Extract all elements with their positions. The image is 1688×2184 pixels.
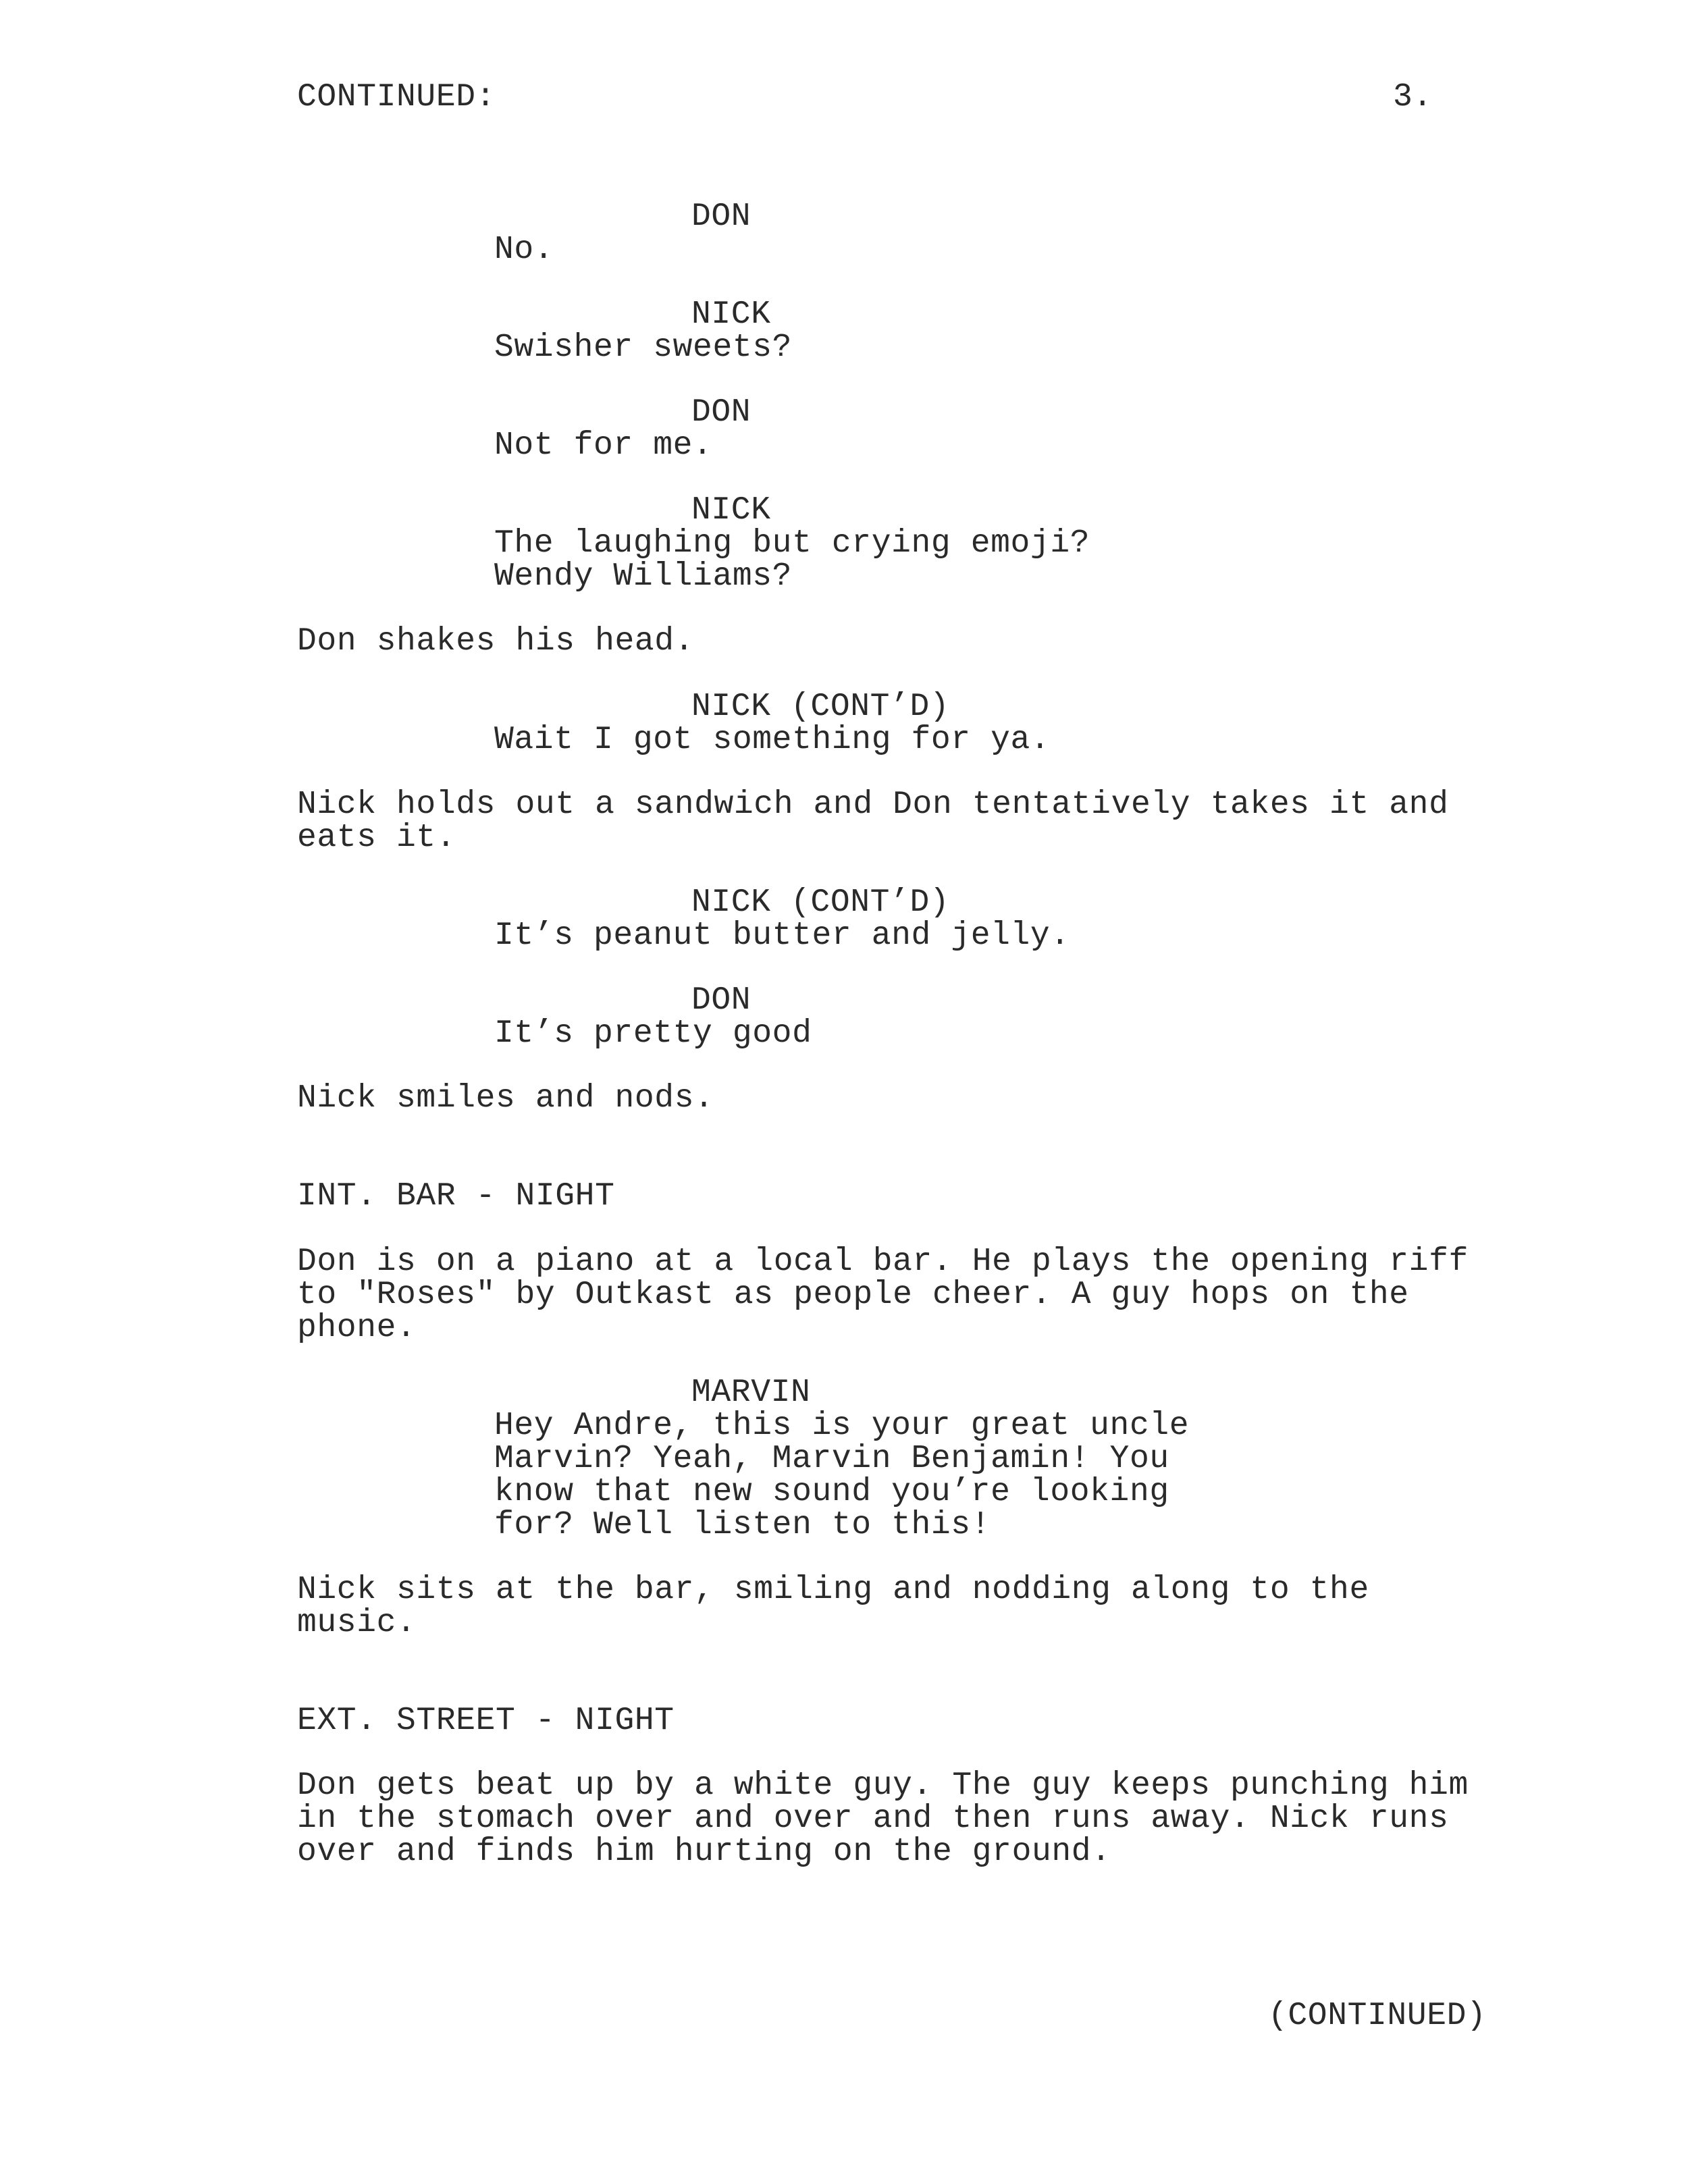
action-line: eats it.: [297, 820, 456, 856]
character-name: MARVIN: [691, 1375, 811, 1411]
action-line: Don shakes his head.: [297, 623, 695, 660]
action-line: Nick smiles and nods.: [297, 1080, 714, 1117]
dialogue-line: Swisher sweets?: [494, 329, 793, 366]
action-line: Nick holds out a sandwich and Don tentatively takes it and: [297, 787, 1449, 823]
dialogue-line: Hey Andre, this is your great uncle: [494, 1408, 1190, 1444]
character-name: NICK (CONT’D): [691, 689, 950, 725]
character-name: DON: [691, 982, 751, 1019]
dialogue-line: know that new sound you’re looking: [494, 1474, 1169, 1510]
continued-footer: (CONTINUED): [1268, 1998, 1487, 2034]
dialogue-line: No.: [494, 232, 554, 268]
scene-heading: INT. BAR - NIGHT: [297, 1178, 615, 1215]
dialogue-line: It’s peanut butter and jelly.: [494, 917, 1070, 954]
action-line: to "Roses" by Outkast as people cheer. A guy hops on the: [297, 1277, 1409, 1313]
action-line: over and finds him hurting on the ground.: [297, 1834, 1111, 1870]
action-line: Don is on a piano at a local bar. He plays the opening riff: [297, 1244, 1469, 1280]
character-name: NICK: [691, 296, 771, 333]
dialogue-line: Not for me.: [494, 427, 713, 464]
scene-heading: EXT. STREET - NIGHT: [297, 1703, 675, 1739]
character-name: DON: [691, 198, 751, 235]
dialogue-line: The laughing but crying emoji?: [494, 525, 1090, 562]
character-name: DON: [691, 394, 751, 431]
dialogue-line: Wendy Williams?: [494, 558, 793, 595]
dialogue-line: Wait I got something for ya.: [494, 722, 1051, 758]
page-number: 3.: [1393, 79, 1433, 115]
character-name: NICK (CONT’D): [691, 884, 950, 921]
action-line: music.: [297, 1605, 417, 1641]
dialogue-line: for? Well listen to this!: [494, 1507, 991, 1543]
action-line: in the stomach over and over and then runs away. Nick runs: [297, 1801, 1449, 1837]
action-line: Don gets beat up by a white guy. The guy keeps punching him: [297, 1767, 1469, 1804]
dialogue-line: It’s pretty good: [494, 1015, 812, 1052]
action-line: phone.: [297, 1310, 417, 1346]
continued-header: CONTINUED:: [297, 79, 496, 115]
character-name: NICK: [691, 492, 771, 529]
action-line: Nick sits at the bar, smiling and nodding along to the: [297, 1572, 1369, 1608]
dialogue-line: Marvin? Yeah, Marvin Benjamin! You: [494, 1441, 1169, 1477]
